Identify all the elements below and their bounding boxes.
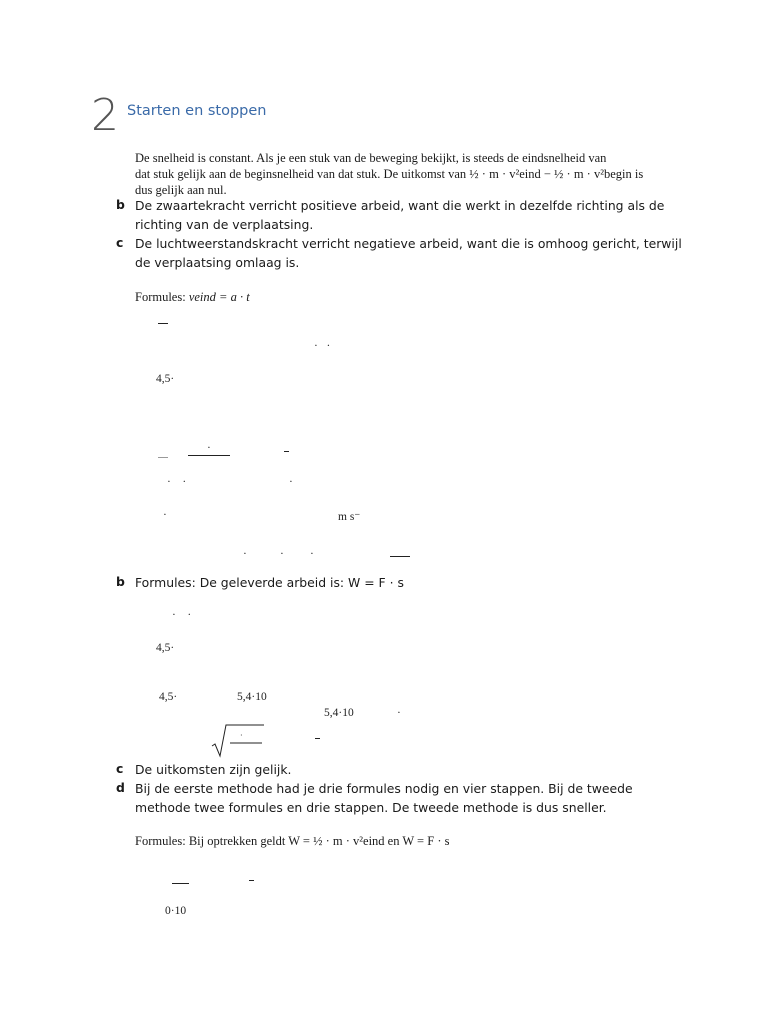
chapter-title: Starten en stoppen: [127, 103, 267, 119]
dot-mark: ·: [243, 548, 247, 560]
dot-mark: · ·: [172, 609, 192, 621]
answer-c3-marker: c: [116, 761, 124, 776]
answer-c-line-1: De luchtweerstandskracht verricht negatieve arbeid, want die is omhoog gericht, terwijl: [135, 236, 682, 251]
square-root-icon: [210, 722, 266, 758]
calc-fragment: 5,4·10: [324, 707, 354, 719]
fraction-bar: [158, 457, 168, 458]
answer-c3-text: De uitkomsten zijn gelijk.: [135, 762, 292, 777]
minus-mark: [249, 880, 254, 881]
intro-line-1: De snelheid is constant. Als je een stuk van de beweging bekijkt, is steeds de eindsnelheid van: [135, 151, 607, 165]
answer-d-line-1: Bij de eerste methode had je drie formules nodig en vier stappen. Bij de tweede: [135, 781, 633, 796]
answer-b2-text: Formules: De geleverde arbeid is: W = F · s: [135, 575, 404, 590]
dot-mark: ·: [397, 707, 401, 719]
intro-line-2: dat stuk gelijk aan de beginsnelheid van dat stuk. De uitkomst van ½ · m · v²eind − ½ · m · v²begin is: [135, 167, 644, 181]
answer-c-marker: c: [116, 235, 124, 250]
dot-mark: · ·: [167, 476, 187, 488]
dot-mark: ·: [280, 548, 284, 560]
calc-fragment: 4,5·: [156, 373, 175, 385]
calc-fragment: 4,5·: [159, 691, 178, 703]
minus-mark: [315, 738, 320, 739]
answer-d-line-2: methode twee formules en drie stappen. De tweede methode is dus sneller.: [135, 800, 607, 815]
formules-1-formula: veind = a · t: [188, 290, 250, 304]
chapter-number: 2: [91, 90, 119, 141]
calc-fragment: 5,4·10: [237, 691, 267, 703]
unit-fragment: m s⁻: [338, 511, 361, 523]
answer-b-line-1: De zwaartekracht verricht positieve arbeid, want die werkt in dezelfde richting als de: [135, 198, 665, 213]
dot-mark: ·: [310, 548, 314, 560]
formules-1: [135, 289, 250, 305]
answer-b2-marker: b: [116, 574, 125, 589]
fraction-bar: [390, 556, 410, 557]
svg-text:·: ·: [240, 731, 243, 740]
calc-fragment: 0·10: [165, 905, 187, 917]
dot-mark: · ·: [314, 340, 331, 352]
answer-d-marker: d: [116, 780, 125, 795]
minus-mark: [284, 451, 289, 452]
formules-1-label: Formules:: [135, 290, 189, 304]
dot-mark: ·: [289, 476, 293, 488]
fraction-bar: [158, 323, 168, 324]
dot-mark: ·: [207, 442, 211, 454]
answer-b-marker: b: [116, 197, 125, 212]
fraction-bar: [172, 883, 189, 884]
fraction-bar: [188, 455, 230, 456]
dot-mark: ·: [163, 509, 167, 521]
intro-line-3: dus gelijk aan nul.: [135, 183, 227, 197]
answer-b-line-2: richting van de verplaatsing.: [135, 217, 314, 232]
answer-c-line-2: de verplaatsing omlaag is.: [135, 255, 300, 270]
calc-fragment: 4,5·: [156, 642, 175, 654]
formules-2: Formules: Bij optrekken geldt W = ½ · m · v²eind en W = F · s: [135, 834, 450, 848]
